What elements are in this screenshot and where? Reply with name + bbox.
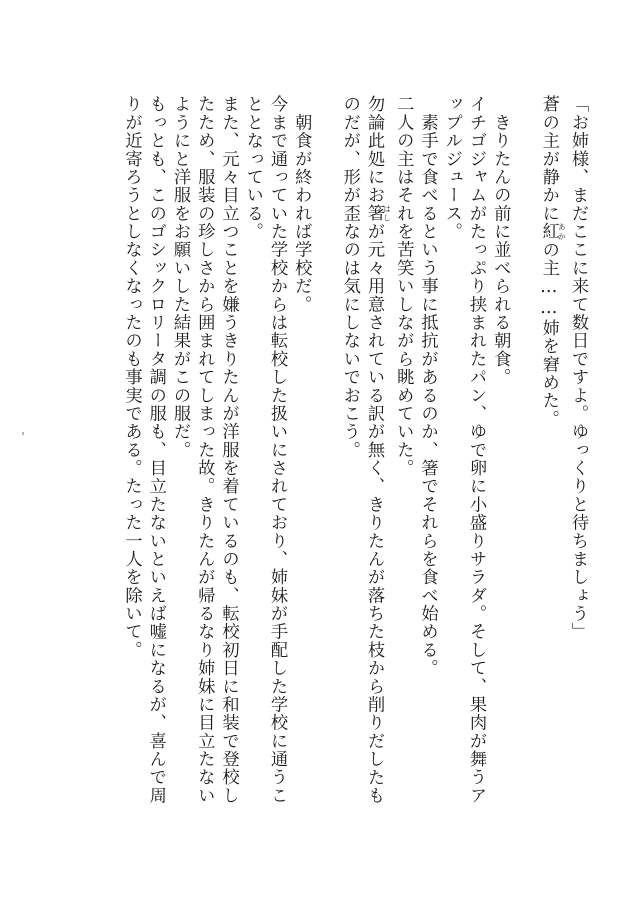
scan-speck bbox=[22, 432, 24, 435]
text-line-1: 「お姉様、まだここに来て数日ですよ。ゆっくりと待ちましょう」 bbox=[568, 95, 588, 641]
text-line-17: りが近寄ろうとしなくなったのも事実である。たった一人を除いて。 bbox=[121, 95, 142, 659]
text-line-15: ようにと洋服をお願いした結果がこの服だ。 bbox=[170, 95, 190, 459]
ruby-aka: 紅あか bbox=[538, 222, 567, 241]
text-line-13: また、元々目立つことを嫌うきりたんが洋服を着ているのも、転校初日に和装で登校し bbox=[218, 95, 239, 805]
text-line-9: のだが、形が歪なのは気にしないでおこう。 bbox=[339, 95, 360, 459]
text-line-8: 勿論此処にお箸はしが元々用意されている訳が無く、きりたんが落ちた枝から削りだしたも bbox=[364, 95, 392, 805]
blank-line bbox=[512, 95, 536, 825]
text-line-3: きりたんの前に並べられる朝食。 bbox=[490, 95, 511, 387]
text-line-12: ととなっている。 bbox=[242, 95, 263, 241]
text-line-7: 二人の主はそれを苦笑いしながら眺めていた。 bbox=[393, 95, 414, 477]
text-line-2: 蒼の主が静かに紅あかの主……姉を窘めた。 bbox=[538, 95, 567, 428]
text-line-5: ップルジュース。 bbox=[441, 95, 462, 241]
text-line-10: 朝食が終われば学校だ。 bbox=[291, 95, 312, 314]
text-line-14: たため、服装の珍しさから囲まれてしまった故。きりたんが帰るなり姉妹に目立たない bbox=[194, 95, 215, 805]
vertical-text-body bbox=[119, 95, 590, 825]
text-line-11: 今まで通っていた学校からは転校した扱いにされており、姉妹が手配した学校に通うこ bbox=[267, 95, 287, 805]
blank-line bbox=[313, 95, 337, 825]
ruby-hashi: 箸はし bbox=[364, 204, 392, 223]
text-line-6: 素手で食べるという事に抵抗があるのか、箸でそれらを食べ始める。 bbox=[417, 95, 438, 678]
text-line-4: イチゴジャムがたっぷり挟まれたパン、ゆで卵に小盛りサラダ。そして、果肉が舞うア bbox=[466, 95, 486, 805]
text-line-16: もっとも、このゴシックロリータ調の服も、目立たないといえば嘘になるが、喜んで周 bbox=[145, 95, 166, 805]
